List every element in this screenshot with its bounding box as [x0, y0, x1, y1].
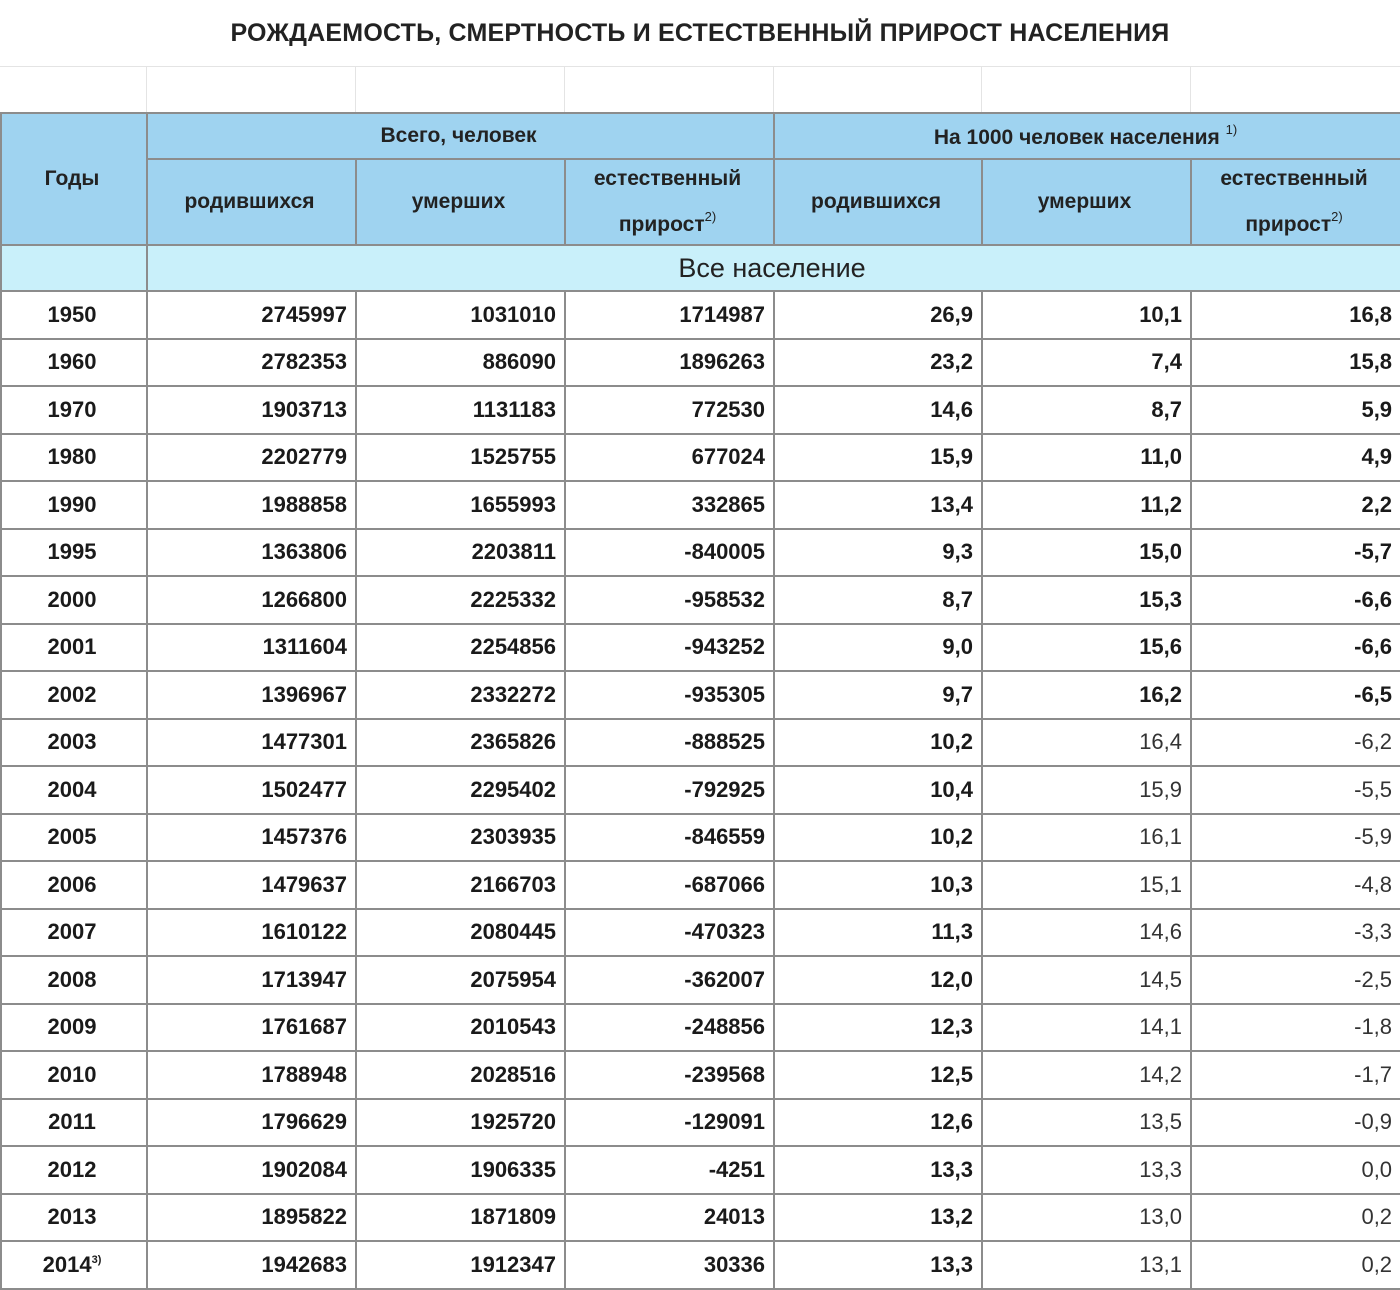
born-cell: 1396967 — [147, 671, 356, 719]
died-rate-cell: 13,3 — [982, 1146, 1191, 1194]
born-cell: 2782353 — [147, 339, 356, 387]
growth-rate-cell: -6,6 — [1191, 576, 1400, 624]
year-cell — [1, 291, 147, 339]
born-cell: 1266800 — [147, 576, 356, 624]
table-row — [1, 719, 1400, 767]
died-rate-cell: 14,1 — [982, 1004, 1191, 1052]
growth-rate-cell: 0,2 — [1191, 1194, 1400, 1242]
table-row — [1, 434, 1400, 482]
died-rate-cell: 13,0 — [982, 1194, 1191, 1242]
born-cell: 1457376 — [147, 814, 356, 862]
header-died-rate: умерших — [982, 159, 1191, 245]
born-cell: 1477301 — [147, 719, 356, 767]
table-row — [1, 1004, 1400, 1052]
year-value: 2008 — [47, 966, 97, 992]
died-cell: 2203811 — [356, 529, 565, 577]
growth-cell: -4251 — [565, 1146, 774, 1194]
died-cell: 886090 — [356, 339, 565, 387]
born-cell: 1796629 — [147, 1099, 356, 1147]
died-rate-cell: 11,0 — [982, 434, 1191, 482]
year-value: 2004 — [47, 776, 97, 802]
footnote-mark: 1) — [1225, 122, 1238, 137]
born-cell: 1988858 — [147, 481, 356, 529]
table-row — [1, 529, 1400, 577]
growth-rate-cell: 5,9 — [1191, 386, 1400, 434]
growth-rate-cell: 15,8 — [1191, 339, 1400, 387]
born-rate-cell: 11,3 — [774, 909, 982, 957]
died-cell: 1131183 — [356, 386, 565, 434]
growth-cell: -888525 — [565, 719, 774, 767]
died-rate-cell: 13,1 — [982, 1241, 1191, 1289]
growth-rate-cell: -0,9 — [1191, 1099, 1400, 1147]
table-row — [1, 1099, 1400, 1147]
section-label: Все население — [147, 245, 1400, 291]
growth-cell: 30336 — [565, 1241, 774, 1289]
table-row — [1, 956, 1400, 1004]
growth-rate-cell: 0,0 — [1191, 1146, 1400, 1194]
died-rate-cell: 15,1 — [982, 861, 1191, 909]
growth-rate-cell: -6,5 — [1191, 671, 1400, 719]
year-cell — [1, 814, 147, 862]
growth-rate-cell: -1,7 — [1191, 1051, 1400, 1099]
header-growth-rate-label: естественный прирост — [1220, 167, 1368, 236]
born-rate-cell: 13,3 — [774, 1241, 982, 1289]
died-cell: 1925720 — [356, 1099, 565, 1147]
growth-rate-cell: 16,8 — [1191, 291, 1400, 339]
header-growth-rate — [1191, 159, 1400, 245]
born-rate-cell: 8,7 — [774, 576, 982, 624]
table-row — [1, 624, 1400, 672]
growth-cell: 24013 — [565, 1194, 774, 1242]
table-body — [1, 291, 1400, 1289]
year-value: 1950 — [47, 301, 97, 327]
died-rate-cell: 10,1 — [982, 291, 1191, 339]
born-rate-cell: 12,6 — [774, 1099, 982, 1147]
died-cell: 2225332 — [356, 576, 565, 624]
born-rate-cell: 15,9 — [774, 434, 982, 482]
died-rate-cell: 11,2 — [982, 481, 1191, 529]
footnote-mark: 3) — [91, 1253, 102, 1266]
born-rate-cell: 12,0 — [774, 956, 982, 1004]
year-value: 2010 — [47, 1061, 97, 1087]
table-row — [1, 1194, 1400, 1242]
growth-cell: -943252 — [565, 624, 774, 672]
year-value: 2000 — [47, 586, 97, 612]
year-cell — [1, 719, 147, 767]
header-died: умерших — [356, 159, 565, 245]
header-born-rate: родившихся — [774, 159, 982, 245]
born-rate-cell: 12,5 — [774, 1051, 982, 1099]
growth-cell: -840005 — [565, 529, 774, 577]
died-rate-cell: 8,7 — [982, 386, 1191, 434]
year-cell — [1, 1051, 147, 1099]
growth-rate-cell: -5,9 — [1191, 814, 1400, 862]
growth-rate-cell: -1,8 — [1191, 1004, 1400, 1052]
table-row — [1, 1241, 1400, 1289]
year-cell — [1, 1004, 147, 1052]
growth-rate-cell: 0,2 — [1191, 1241, 1400, 1289]
header-group-per1000 — [774, 113, 1400, 159]
year-value: 2006 — [47, 871, 97, 897]
died-cell: 2080445 — [356, 909, 565, 957]
died-cell: 2303935 — [356, 814, 565, 862]
footnote-mark: 2) — [704, 209, 717, 224]
born-cell: 1502477 — [147, 766, 356, 814]
died-cell: 2010543 — [356, 1004, 565, 1052]
growth-cell: -129091 — [565, 1099, 774, 1147]
year-value: 2003 — [47, 729, 97, 755]
born-cell: 1311604 — [147, 624, 356, 672]
growth-cell: -792925 — [565, 766, 774, 814]
born-rate-cell: 9,7 — [774, 671, 982, 719]
growth-cell: -687066 — [565, 861, 774, 909]
born-rate-cell: 14,6 — [774, 386, 982, 434]
year-value: 1995 — [47, 539, 97, 565]
born-rate-cell: 10,3 — [774, 861, 982, 909]
died-rate-cell: 14,6 — [982, 909, 1191, 957]
born-rate-cell: 13,4 — [774, 481, 982, 529]
population-table — [0, 112, 1400, 1290]
table-row — [1, 291, 1400, 339]
born-cell: 2745997 — [147, 291, 356, 339]
year-cell — [1, 861, 147, 909]
growth-cell: -470323 — [565, 909, 774, 957]
born-cell: 1903713 — [147, 386, 356, 434]
died-rate-cell: 14,2 — [982, 1051, 1191, 1099]
table-header — [1, 113, 1400, 291]
table-row — [1, 814, 1400, 862]
died-rate-cell: 15,0 — [982, 529, 1191, 577]
died-cell: 2295402 — [356, 766, 565, 814]
born-rate-cell: 23,2 — [774, 339, 982, 387]
born-cell: 1713947 — [147, 956, 356, 1004]
died-rate-cell: 16,4 — [982, 719, 1191, 767]
year-value: 2011 — [48, 1109, 96, 1135]
year-value: 2005 — [47, 824, 97, 850]
year-cell — [1, 1099, 147, 1147]
header-group-total: Всего, человек — [147, 113, 774, 159]
born-rate-cell: 10,4 — [774, 766, 982, 814]
year-cell — [1, 576, 147, 624]
year-cell — [1, 1194, 147, 1242]
born-cell: 1942683 — [147, 1241, 356, 1289]
growth-rate-cell: 2,2 — [1191, 481, 1400, 529]
growth-rate-cell: -5,7 — [1191, 529, 1400, 577]
growth-cell: -362007 — [565, 956, 774, 1004]
section-spacer — [1, 245, 147, 291]
born-rate-cell: 10,2 — [774, 814, 982, 862]
table-row — [1, 861, 1400, 909]
growth-cell: 677024 — [565, 434, 774, 482]
year-value: 2014 — [42, 1251, 92, 1277]
growth-rate-cell: -3,3 — [1191, 909, 1400, 957]
sheet-gridline — [773, 66, 774, 112]
year-value: 2013 — [47, 1204, 97, 1230]
table-row — [1, 909, 1400, 957]
died-rate-cell: 16,1 — [982, 814, 1191, 862]
growth-cell: 1714987 — [565, 291, 774, 339]
growth-cell: -248856 — [565, 1004, 774, 1052]
table-row — [1, 1146, 1400, 1194]
year-value: 1960 — [47, 349, 97, 375]
died-cell: 2028516 — [356, 1051, 565, 1099]
table-row — [1, 386, 1400, 434]
died-cell: 2254856 — [356, 624, 565, 672]
year-cell — [1, 481, 147, 529]
year-value: 1970 — [47, 396, 97, 422]
died-cell: 1655993 — [356, 481, 565, 529]
born-rate-cell: 9,3 — [774, 529, 982, 577]
died-cell: 1525755 — [356, 434, 565, 482]
born-rate-cell: 9,0 — [774, 624, 982, 672]
died-rate-cell: 16,2 — [982, 671, 1191, 719]
born-rate-cell: 13,2 — [774, 1194, 982, 1242]
growth-cell: -239568 — [565, 1051, 774, 1099]
table-row — [1, 576, 1400, 624]
sheet-gridline — [146, 66, 147, 112]
born-cell: 1761687 — [147, 1004, 356, 1052]
year-cell — [1, 909, 147, 957]
sheet-gridline — [564, 66, 565, 112]
header-years: Годы — [1, 113, 147, 245]
sheet-gridline — [981, 66, 982, 112]
born-rate-cell: 26,9 — [774, 291, 982, 339]
died-cell: 2166703 — [356, 861, 565, 909]
born-rate-cell: 10,2 — [774, 719, 982, 767]
growth-cell: -958532 — [565, 576, 774, 624]
growth-rate-cell: -6,6 — [1191, 624, 1400, 672]
born-rate-cell: 13,3 — [774, 1146, 982, 1194]
year-value: 2002 — [47, 681, 97, 707]
died-cell: 2075954 — [356, 956, 565, 1004]
year-value: 2009 — [47, 1014, 97, 1040]
sheet-gridline — [355, 66, 356, 112]
year-cell — [1, 956, 147, 1004]
growth-cell: -846559 — [565, 814, 774, 862]
died-rate-cell: 14,5 — [982, 956, 1191, 1004]
growth-rate-cell: 4,9 — [1191, 434, 1400, 482]
year-value: 2012 — [47, 1156, 97, 1182]
died-rate-cell: 7,4 — [982, 339, 1191, 387]
born-cell: 1895822 — [147, 1194, 356, 1242]
year-value: 2001 — [47, 634, 97, 660]
header-growth — [565, 159, 774, 245]
growth-cell: 772530 — [565, 386, 774, 434]
born-cell: 1363806 — [147, 529, 356, 577]
footnote-mark: 2) — [1331, 209, 1343, 224]
born-cell: 1902084 — [147, 1146, 356, 1194]
year-cell — [1, 624, 147, 672]
died-rate-cell: 15,6 — [982, 624, 1191, 672]
died-rate-cell: 15,3 — [982, 576, 1191, 624]
born-cell: 1788948 — [147, 1051, 356, 1099]
growth-cell: 332865 — [565, 481, 774, 529]
year-cell — [1, 766, 147, 814]
born-cell: 2202779 — [147, 434, 356, 482]
died-cell: 2365826 — [356, 719, 565, 767]
died-cell: 1871809 — [356, 1194, 565, 1242]
died-cell: 2332272 — [356, 671, 565, 719]
died-cell: 1906335 — [356, 1146, 565, 1194]
growth-cell: 1896263 — [565, 339, 774, 387]
header-born: родившихся — [147, 159, 356, 245]
year-value: 2007 — [47, 919, 97, 945]
sheet-gridline — [1190, 66, 1191, 112]
table-row — [1, 481, 1400, 529]
year-cell — [1, 339, 147, 387]
growth-cell: -935305 — [565, 671, 774, 719]
born-cell: 1479637 — [147, 861, 356, 909]
died-rate-cell: 13,5 — [982, 1099, 1191, 1147]
year-cell — [1, 671, 147, 719]
died-cell: 1031010 — [356, 291, 565, 339]
year-cell — [1, 1241, 147, 1289]
table-row — [1, 671, 1400, 719]
table-title: РОЖДАЕМОСТЬ, СМЕРТНОСТЬ И ЕСТЕСТВЕННЫЙ ПРИРОСТ НАСЕЛЕНИЯ — [0, 0, 1400, 66]
growth-rate-cell: -6,2 — [1191, 719, 1400, 767]
growth-rate-cell: -2,5 — [1191, 956, 1400, 1004]
died-cell: 1912347 — [356, 1241, 565, 1289]
born-cell: 1610122 — [147, 909, 356, 957]
growth-rate-cell: -5,5 — [1191, 766, 1400, 814]
year-cell — [1, 434, 147, 482]
year-cell — [1, 529, 147, 577]
died-rate-cell: 15,9 — [982, 766, 1191, 814]
year-value: 1980 — [47, 444, 97, 470]
born-rate-cell: 12,3 — [774, 1004, 982, 1052]
table-row — [1, 1051, 1400, 1099]
year-value: 1990 — [47, 491, 97, 517]
table-row — [1, 766, 1400, 814]
year-cell — [1, 386, 147, 434]
year-cell — [1, 1146, 147, 1194]
table-row — [1, 339, 1400, 387]
growth-rate-cell: -4,8 — [1191, 861, 1400, 909]
header-group-per1000-label: На 1000 человек населения — [933, 126, 1220, 149]
header-growth-label: естественный прирост — [593, 167, 742, 236]
